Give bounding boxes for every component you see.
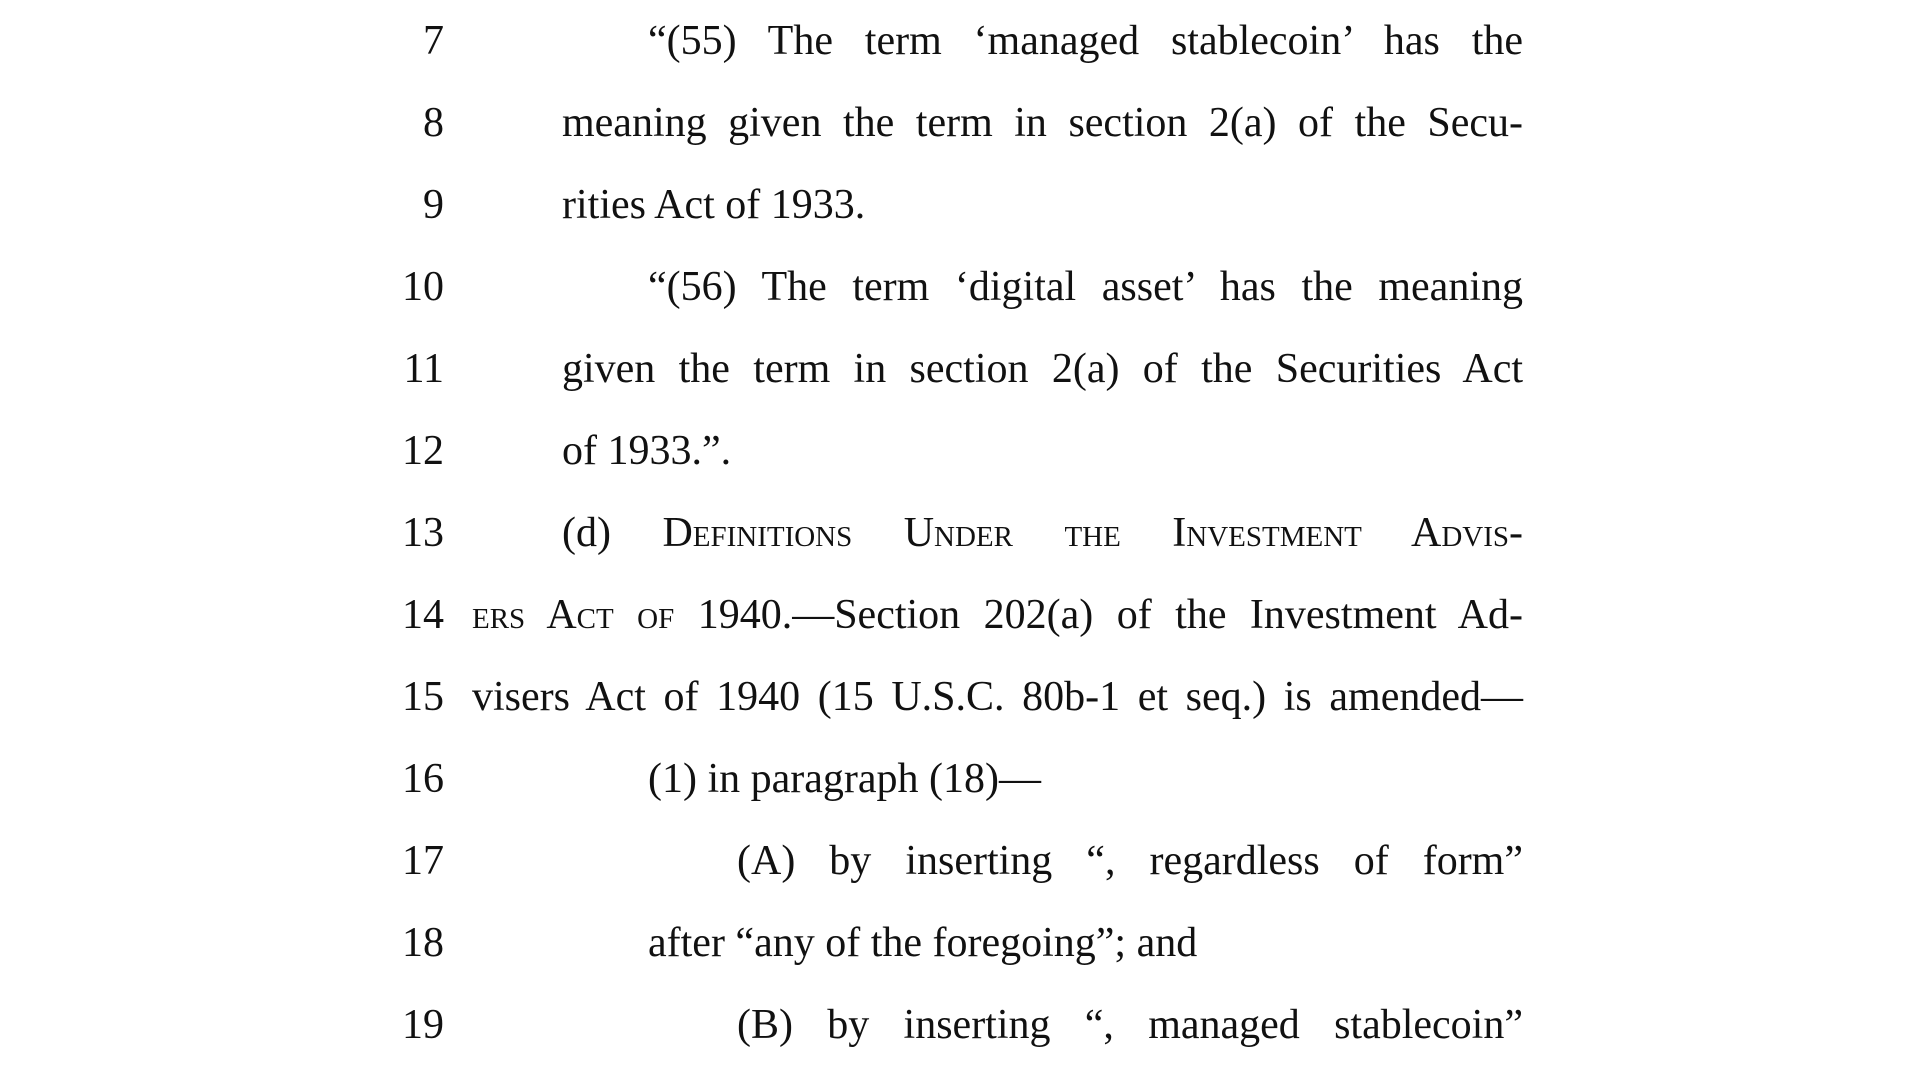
- line-text-rest: —Section 202(a) of the Investment Ad-: [792, 592, 1523, 638]
- document-line: [0, 102, 1920, 184]
- line-text: “(55) The term ‘managed stablecoin’ has the: [648, 18, 1523, 64]
- line-number: 8: [423, 100, 444, 146]
- line-number: 12: [402, 428, 444, 474]
- line-number: 7: [423, 18, 444, 64]
- line-text: given the term in section 2(a) of the Securities Act: [562, 346, 1523, 392]
- document-line: [0, 266, 1920, 348]
- line-text: after “any of the foregoing”; and: [648, 920, 1198, 966]
- line-number: 13: [402, 510, 444, 556]
- line-text: (A) by inserting “, regardless of form”: [737, 838, 1523, 884]
- document-line: [0, 676, 1920, 758]
- line-number: 9: [423, 182, 444, 228]
- line-number: 17: [402, 838, 444, 884]
- document-line: [0, 430, 1920, 512]
- line-text: (1) in paragraph (18)—: [648, 756, 1042, 802]
- line-number: 15: [402, 674, 444, 720]
- line-text: (B) by inserting “, managed stablecoin”: [737, 1002, 1523, 1048]
- line-number: 18: [402, 920, 444, 966]
- document-line: [0, 512, 1920, 594]
- line-text: of 1933.”.: [562, 428, 732, 474]
- section-heading-smallcaps: ers Act of 1940.: [472, 592, 793, 638]
- line-number: 14: [402, 592, 444, 638]
- document-line: [0, 594, 1920, 676]
- document-line: [0, 758, 1920, 840]
- document-line: [0, 1004, 1920, 1080]
- line-text: rities Act of 1933.: [562, 182, 866, 228]
- line-number: 19: [402, 1002, 444, 1048]
- line-number: 11: [403, 346, 444, 392]
- section-heading-smallcaps: Definitions Under the Investment Advis-: [662, 510, 1523, 556]
- line-text: visers Act of 1940 (15 U.S.C. 80b-1 et seq.) is amended—: [472, 674, 1523, 720]
- line-text: meaning given the term in section 2(a) of the Secu-: [562, 100, 1523, 146]
- document-line: [0, 184, 1920, 266]
- document-line: [0, 20, 1920, 102]
- document-line: [0, 348, 1920, 430]
- line-text: “(56) The term ‘digital asset’ has the meaning: [648, 264, 1523, 310]
- document-line: [0, 922, 1920, 1004]
- subsection-label: (d): [562, 510, 663, 556]
- line-text: [472, 594, 1523, 636]
- section-heading-line: [562, 512, 1523, 554]
- line-number: 16: [402, 756, 444, 802]
- line-number: 10: [402, 264, 444, 310]
- document-line: [0, 840, 1920, 922]
